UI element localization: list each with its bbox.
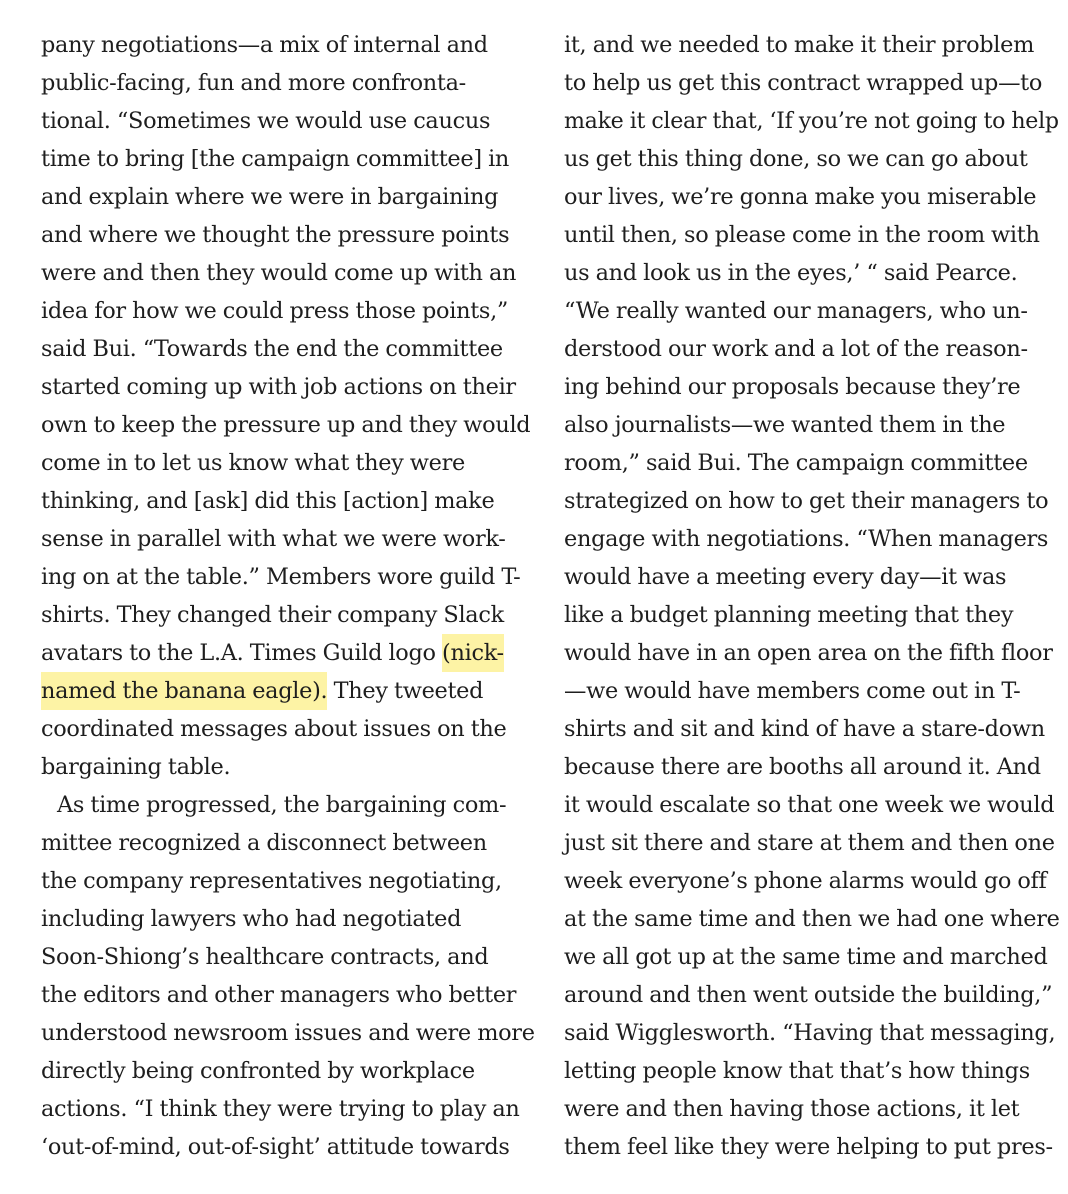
text-line: own to keep the pressure up and they would [41,412,531,438]
text-line: sense in parallel with what we were work- [41,526,506,552]
text-line: Soon-Shiong’s healthcare contracts, and [41,944,489,970]
text-line: “We really wanted our managers, who un- [564,298,1028,324]
text-line: mittee recognized a disconnect between [41,830,487,856]
text-line: until then, so please come in the room with [564,222,1040,248]
text-line: just sit there and stare at them and then one [564,830,1055,856]
text-line: were and then they would come up with an [41,260,517,286]
text-line: said Wigglesworth. “Having that messaging, [564,1020,1056,1046]
right-text-column [564,26,1059,1166]
text-line: the editors and other managers who better [41,982,517,1008]
text-line: the company representatives negotiating, [41,868,502,894]
text-line: around and then went outside the building,” [564,982,1053,1008]
text-line: us and look us in the eyes,’ “ said Pearce. [564,260,1018,286]
text-line: thinking, and [ask] did this [action] make [41,488,495,514]
text-line: because there are booths all around it. And [564,754,1041,780]
text-line: were and then having those actions, it let [564,1096,1020,1122]
text-line: said Bui. “Towards the end the committee [41,336,503,362]
text-segment: They tweeted [327,678,484,704]
text-line: coordinated messages about issues on the [41,716,507,742]
text-line: at the same time and then we had one where [564,906,1060,932]
text-line: ing on at the table.” Members wore guild T- [41,564,521,590]
text-line: them feel like they were helping to put pres- [564,1134,1053,1160]
text-line: us get this thing done, so we can go about [564,146,1028,172]
text-line: derstood our work and a lot of the reason- [564,336,1028,362]
left-text-column [41,26,541,1166]
text-line: like a budget planning meeting that they [564,602,1014,628]
text-line: and where we thought the pressure points [41,222,510,248]
text-line: tional. “Sometimes we would use caucus [41,108,491,134]
text-line: idea for how we could press those points,” [41,298,509,324]
text-line: engage with negotiations. “When managers [564,526,1049,552]
text-line: started coming up with job actions on their [41,374,516,400]
text-line: make it clear that, ‘If you’re not going to help [564,108,1059,134]
text-line: understood newsroom issues and were more [41,1020,535,1046]
highlighted-text[interactable]: (nick- [442,634,504,672]
text-line: would have a meeting every day—it was [564,564,1007,590]
text-line: it, and we needed to make it their problem [564,32,1035,58]
text-line: we all got up at the same time and marched [564,944,1048,970]
text-line: shirts. They changed their company Slack [41,602,504,628]
text-line: public-facing, fun and more confronta- [41,70,466,96]
text-segment: avatars to the L.A. Times Guild logo [41,640,443,666]
text-line: including lawyers who had negotiated [41,906,462,932]
text-line: pany negotiations—a mix of internal and [41,32,488,58]
text-line: shirts and sit and kind of have a stare-down [564,716,1045,742]
text-line: our lives, we’re gonna make you miserable [564,184,1037,210]
text-line: room,” said Bui. The campaign committee [564,450,1028,476]
text-line: it would escalate so that one week we would [564,792,1055,818]
text-line: actions. “I think they were trying to play an [41,1096,520,1122]
text-line: strategized on how to get their managers to [564,488,1049,514]
text-line: also journalists—we wanted them in the [564,412,1006,438]
text-line: —we would have members come out in T- [564,678,1021,704]
text-line-with-highlight [41,672,541,710]
text-line: would have in an open area on the fifth floor [564,640,1053,666]
paragraph-start-line: As time progressed, the bargaining com- [57,792,507,818]
highlighted-text[interactable]: named the banana eagle). [41,672,327,710]
text-line: and explain where we were in bargaining [41,184,499,210]
text-line: ‘out-of-mind, out-of-sight’ attitude towards [41,1134,510,1160]
text-line: week everyone’s phone alarms would go off [564,868,1047,894]
text-line: bargaining table. [41,754,231,780]
text-line: ing behind our proposals because they’re [564,374,1021,400]
text-line: directly being confronted by workplace [41,1058,475,1084]
text-line: come in to let us know what they were [41,450,465,476]
text-line: to help us get this contract wrapped up—to [564,70,1043,96]
text-line: letting people know that that’s how things [564,1058,1030,1084]
text-line: time to bring [the campaign committee] in [41,146,510,172]
text-line-with-highlight [41,634,541,672]
